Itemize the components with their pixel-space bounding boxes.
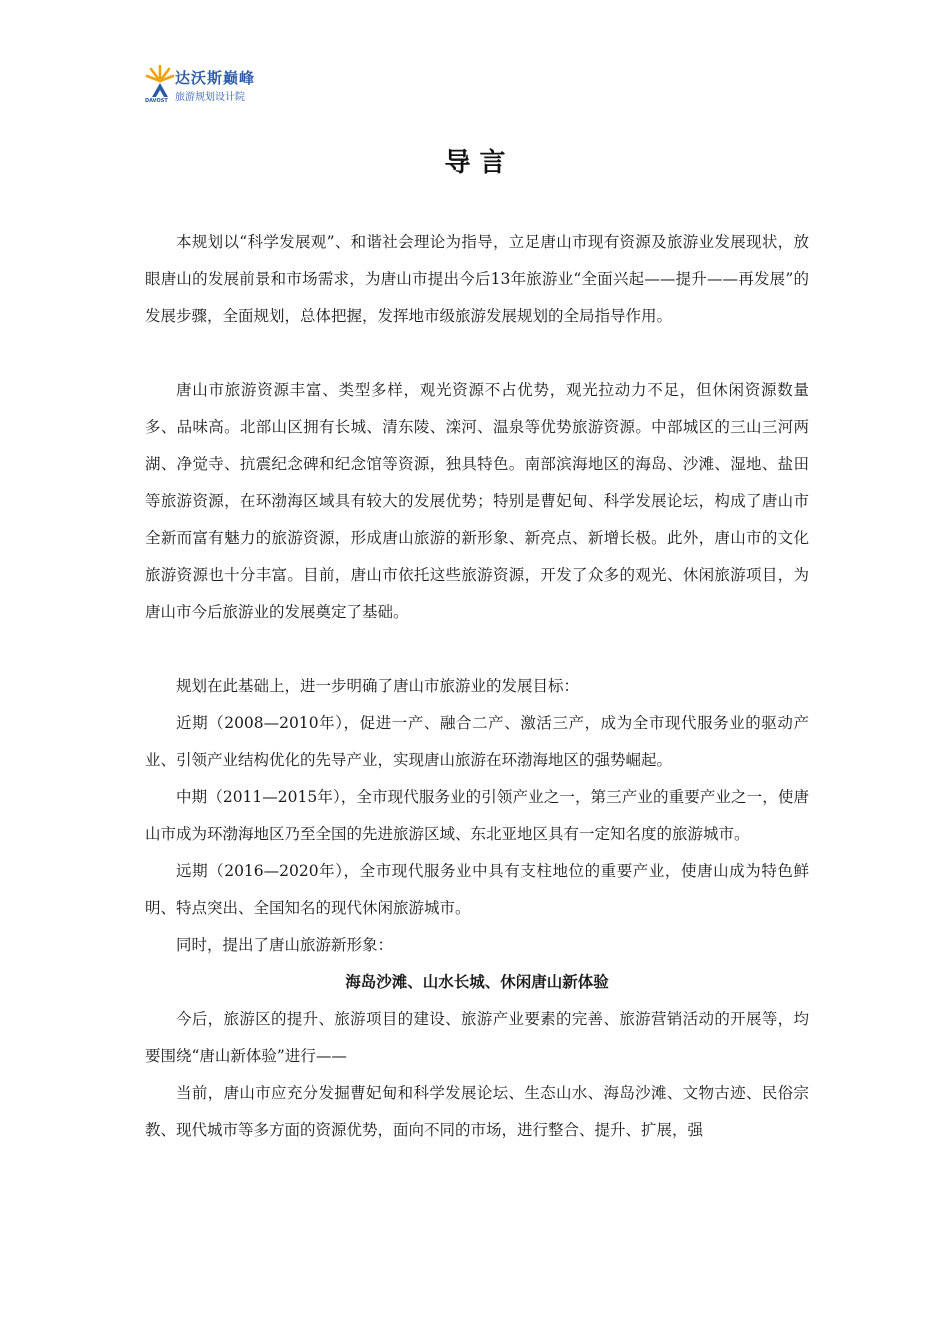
paragraph-mid-term: 中期（2011—2015年），全市现代服务业的引领产业之一，第三产业的重要产业之一，使唐山市成为环渤海地区乃至全国的先进旅游区域、东北亚地区具有一定知名度的旅游城市。 — [145, 788, 809, 843]
page-title: 导 言 — [444, 148, 506, 178]
paragraph-short-term: 近期（2008—2010年），促进一产、融合二产、激活三产，成为全市现代服务业的驱动产业、引领产业结构优化的先导产业，实现唐山旅游在环渤海地区的强势崛起。 — [145, 714, 809, 769]
paragraph-resources: 唐山市旅游资源丰富、类型多样，观光资源不占优势，观光拉动力不足，但休闲资源数量多、品味高。北部山区拥有长城、清东陵、滦河、温泉等优势旅游资源。中部城区的三山三河两湖、净觉寺、抗震纪念碑和纪念馆等资源，独具特色。南部滨海地区的海岛、沙滩、湿地、盐田等旅游资源，在环渤海区域具有较大的发展优势；特别是曹妃甸、科学发展论坛，构成了唐山市全新而富有魅力的旅游资源，形成唐山旅游的新形象、新亮点、新增长极。此外，唐山市的文化旅游资源也十分丰富。目前，唐山市依托这些旅游资源，开发了众多的观光、休闲旅游项目，为唐山市今后旅游业的发展奠定了基础。 — [145, 381, 809, 621]
company-logo — [145, 62, 255, 106]
document-body — [145, 224, 809, 1149]
paragraph-long-term: 远期（2016—2020年），全市现代服务业中具有支柱地位的重要产业，使唐山成为特色鲜明、特点突出、全国知名的现代休闲旅游城市。 — [145, 862, 809, 917]
paragraph-goals-intro: 规划在此基础上，进一步明确了唐山市旅游业的发展目标： — [176, 677, 580, 695]
logo-subtitle: 旅游规划设计院 — [175, 92, 245, 103]
paragraph-current: 当前，唐山市应充分发掘曹妃甸和科学发展论坛、生态山水、海岛沙滩、文物古迹、民俗宗教、现代城市等多方面的资源优势，面向不同的市场，进行整合、提升、扩展，强 — [145, 1084, 809, 1139]
paragraph-future: 今后，旅游区的提升、旅游项目的建设、旅游产业要素的完善、旅游营销活动的开展等，均要围绕“唐山新体验”进行—— — [145, 1010, 809, 1065]
logo-company-name: 达沃斯巅峰 — [175, 69, 256, 87]
tourism-slogan: 海岛沙滩、山水长城、休闲唐山新体验 — [345, 973, 609, 991]
paragraph-image-intro: 同时，提出了唐山旅游新形象： — [176, 936, 394, 954]
paragraph-guiding-principle: 本规划以“科学发展观”、和谐社会理论为指导，立足唐山市现有资源及旅游业发展现状，放眼唐山的发展前景和市场需求，为唐山市提出今后13年旅游业“全面兴起——提升——再发展”的发展步骤，全面规划，总体把握，发挥地市级旅游发展规划的全局指导作用。 — [145, 233, 809, 325]
logo-english-name: DAVOST — [145, 98, 168, 104]
